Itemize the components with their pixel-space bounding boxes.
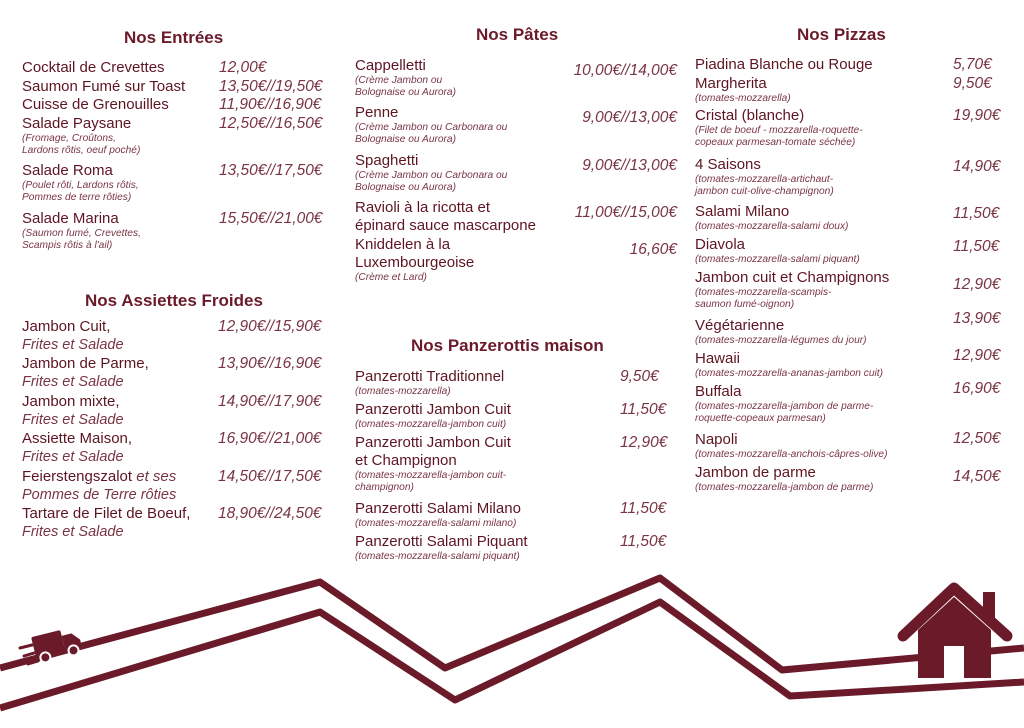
- item-desc: jambon cuit-olive-champignon): [695, 186, 834, 197]
- item-price: 12,90€: [620, 434, 668, 451]
- menu-item: [695, 347, 1010, 380]
- item-desc: (Crème Jambon ou Carbonara ou: [355, 170, 508, 181]
- item-price: 15,50€//21,00€: [219, 210, 323, 227]
- item-name: Panzerotti Salami Milano: [355, 500, 521, 517]
- item-desc: Bolognaise ou Aurora): [355, 182, 456, 193]
- item-price: 11,00€//15,00€: [574, 204, 677, 221]
- item-price: 16,90€: [953, 380, 1001, 397]
- item-name: Jambon cuit et Champignons: [695, 269, 890, 286]
- item-name: Assiette Maison,: [22, 430, 133, 447]
- item-desc: (tomates-mozzarella-scampis-: [695, 287, 832, 298]
- item-desc: (Crème et Lard): [355, 272, 427, 283]
- menu-item: [22, 96, 336, 114]
- menu-item: [695, 431, 1010, 461]
- item-desc: (tomates-mozzarella-salami milano): [355, 518, 517, 529]
- item-price: 13,90€//16,90€: [218, 355, 322, 372]
- item-price: 9,00€//13,00€: [582, 157, 677, 174]
- item-name: Piadina Blanche ou Rouge: [695, 56, 873, 73]
- item-price: 11,50€: [953, 238, 1000, 255]
- item-desc: champignon): [355, 482, 414, 493]
- item-price: 19,90€: [953, 107, 1001, 124]
- item-name: Diavola: [695, 236, 746, 253]
- item-name: 4 Saisons: [695, 156, 761, 173]
- item-name-line2: Luxembourgeoise: [355, 254, 475, 271]
- item-name: Cappelletti: [355, 57, 426, 74]
- item-name-main: Feierstengszalot: [22, 468, 133, 485]
- pates-title: Nos Pâtes: [476, 25, 559, 44]
- item-name: Panzerotti Jambon Cuit: [355, 434, 511, 451]
- item-name: Saumon Fumé sur Toast: [22, 78, 186, 95]
- item-desc: (tomates-mozzarella-jambon de parme): [695, 482, 874, 493]
- menu-item: [355, 57, 680, 99]
- item-desc: roquette-copeaux parmesan): [695, 413, 826, 424]
- menu-item: [355, 368, 680, 398]
- item-desc: Bolognaise ou Aurora): [355, 87, 456, 98]
- item-desc: (Crème Jambon ou: [355, 75, 443, 86]
- item-name: Tartare de Filet de Boeuf,: [22, 505, 191, 522]
- item-desc: (tomates-mozzarella-salami doux): [695, 221, 849, 232]
- item-name: Végétarienne: [695, 317, 785, 334]
- menu-item: [22, 393, 336, 429]
- item-desc: Bolognaise ou Aurora): [355, 134, 456, 145]
- menu-item: [695, 269, 1010, 311]
- item-name: Napoli: [695, 431, 738, 448]
- item-price: 12,90€//15,90€: [218, 318, 322, 335]
- item-price: 9,50€: [620, 368, 659, 385]
- item-price: 5,70€: [953, 56, 992, 73]
- item-desc: (tomates-mozzarella-jambon cuit-: [355, 470, 507, 481]
- item-sub: Frites et Salade: [22, 337, 124, 353]
- menu-item: [355, 500, 680, 530]
- menu-item: [22, 59, 336, 77]
- item-name: Panzerotti Traditionnel: [355, 368, 505, 385]
- item-name: Salami Milano: [695, 203, 790, 220]
- menu-item: [22, 115, 336, 157]
- item-price: 13,90€: [953, 310, 1001, 327]
- panzerottis-title: Nos Panzerottis maison: [411, 336, 604, 355]
- menu-item: [22, 78, 336, 96]
- item-price: 13,50€//17,50€: [219, 162, 323, 179]
- entrees-title: Nos Entrées: [124, 28, 224, 47]
- menu-item: [695, 380, 1010, 425]
- item-name: Ravioli à la ricotta et: [355, 199, 491, 216]
- item-desc: copeaux parmesan-tomate séchée): [695, 137, 856, 148]
- item-price: 16,90€//21,00€: [218, 430, 322, 447]
- item-price: 12,50€//16,50€: [219, 115, 323, 132]
- item-desc: (tomates-mozzarella-anchois-câpres-olive): [695, 449, 888, 460]
- item-price: 11,90€//16,90€: [219, 96, 322, 113]
- item-name: Kniddelen à la: [355, 236, 451, 253]
- assiettes-title: Nos Assiettes Froides: [85, 291, 263, 310]
- item-name-line2: épinard sauce mascarpone: [355, 217, 536, 234]
- item-price: 10,00€//14,00€: [573, 62, 677, 79]
- menu-item: [355, 104, 680, 146]
- item-sub: Frites et Salade: [22, 524, 124, 540]
- item-price: 13,50€//19,50€: [219, 78, 323, 95]
- menu-item: [355, 533, 680, 563]
- item-name: Spaghetti: [355, 152, 419, 169]
- item-name: Penne: [355, 104, 399, 121]
- item-desc: (tomates-mozzarella-jambon cuit): [355, 419, 507, 430]
- menu-item: [695, 310, 1010, 347]
- menu-item: [22, 162, 336, 204]
- menu-item: [22, 355, 336, 391]
- menu-item: [695, 236, 1010, 266]
- item-name: Salade Roma: [22, 162, 113, 179]
- item-name: Cristal (blanche): [695, 107, 805, 124]
- item-price: 14,50€//17,50€: [218, 468, 322, 485]
- item-name: Margherita: [695, 75, 767, 92]
- item-sub: Pommes de Terre rôties: [22, 487, 177, 503]
- menu-item: [355, 401, 680, 431]
- road-line-top: [0, 578, 1024, 670]
- item-name: Jambon de parme: [695, 464, 816, 481]
- item-desc: (tomates-mozzarella-salami piquant): [695, 254, 860, 265]
- item-name: Salade Paysane: [22, 115, 132, 132]
- road-decoration: [0, 560, 1024, 728]
- item-name: Panzerotti Jambon Cuit: [355, 401, 511, 418]
- item-desc: (tomates-mozzarella-ananas-jambon cuit): [695, 368, 883, 379]
- item-name: Jambon mixte,: [22, 393, 120, 410]
- item-price: 11,50€: [620, 533, 667, 550]
- item-desc: (tomates-mozzarella): [695, 93, 791, 104]
- menu-item: [355, 152, 680, 194]
- item-desc: (Fromage, Croûtons,: [22, 133, 116, 144]
- road-line-bottom: [0, 602, 1024, 708]
- menu-item: [355, 236, 680, 284]
- menu-item: [695, 464, 1010, 494]
- menu-item: [695, 156, 1010, 198]
- item-desc: saumon fumé-oignon): [695, 299, 795, 310]
- item-price: 9,50€: [953, 75, 992, 92]
- menu-item: [22, 318, 336, 354]
- pizzas-title: Nos Pizzas: [797, 25, 886, 44]
- item-name-line2: et Champignon: [355, 452, 457, 469]
- item-desc: (tomates-mozzarella-jambon de parme-: [695, 401, 874, 412]
- item-name: Panzerotti Salami Piquant: [355, 533, 528, 550]
- item-sub: Frites et Salade: [22, 449, 124, 465]
- item-name: Jambon de Parme,: [22, 355, 149, 372]
- menu-item: [22, 468, 336, 504]
- item-name: Salade Marina: [22, 210, 119, 227]
- item-desc: Lardons rôtis, oeuf poché): [22, 145, 141, 156]
- menu-item: [695, 75, 1010, 105]
- item-desc: (Saumon fumé, Crevettes,: [22, 228, 141, 239]
- item-sub: Frites et Salade: [22, 412, 124, 428]
- item-price: 11,50€: [620, 401, 667, 418]
- item-desc: Scampis rôtis à l'ail): [22, 240, 113, 251]
- item-price: 16,60€: [629, 241, 677, 258]
- item-price: 11,50€: [620, 500, 667, 517]
- item-name: Cuisse de Grenouilles: [22, 96, 169, 113]
- menu-item: [22, 430, 336, 466]
- item-name: Cocktail de Crevettes: [22, 59, 165, 76]
- item-name: Jambon Cuit,: [22, 318, 111, 335]
- menu-item: [695, 56, 1010, 74]
- item-desc: (tomates-mozzarella-légumes du jour): [695, 335, 867, 346]
- menu-item: [355, 199, 680, 235]
- item-price: 9,00€//13,00€: [582, 109, 677, 126]
- menu-item: [355, 434, 680, 494]
- menu-item: [22, 505, 336, 541]
- item-price: 12,90€: [953, 347, 1001, 364]
- item-price: 18,90€//24,50€: [218, 505, 322, 522]
- item-price: 14,90€: [953, 158, 1001, 175]
- item-name-extra: et ses: [132, 468, 177, 485]
- house-icon: [903, 588, 1007, 678]
- item-desc: (Poulet rôti, Lardons rôtis,: [22, 180, 139, 191]
- item-desc: Pommes de terre rôties): [22, 192, 132, 203]
- menu-item: [22, 210, 336, 252]
- item-desc: (tomates-mozzarella-salami piquant): [355, 551, 520, 562]
- item-price: 11,50€: [953, 205, 1000, 222]
- item-desc: (Crème Jambon ou Carbonara ou: [355, 122, 508, 133]
- item-desc: (tomates-mozzarella): [355, 386, 451, 397]
- item-price: 14,90€//17,90€: [218, 393, 322, 410]
- item-desc: (Filet de boeuf - mozzarella-roquette-: [695, 125, 863, 136]
- item-desc: (tomates-mozzarella-artichaut-: [695, 174, 834, 185]
- menu-item: [695, 107, 1010, 149]
- item-price: 12,90€: [953, 276, 1001, 293]
- item-name: Buffala: [695, 383, 742, 400]
- item-price: 12,00€: [219, 59, 267, 76]
- item-name: Hawaii: [695, 350, 741, 367]
- item-sub: Frites et Salade: [22, 374, 124, 390]
- item-price: 14,50€: [953, 468, 1001, 485]
- item-price: 12,50€: [953, 430, 1001, 447]
- menu-item: [695, 203, 1010, 233]
